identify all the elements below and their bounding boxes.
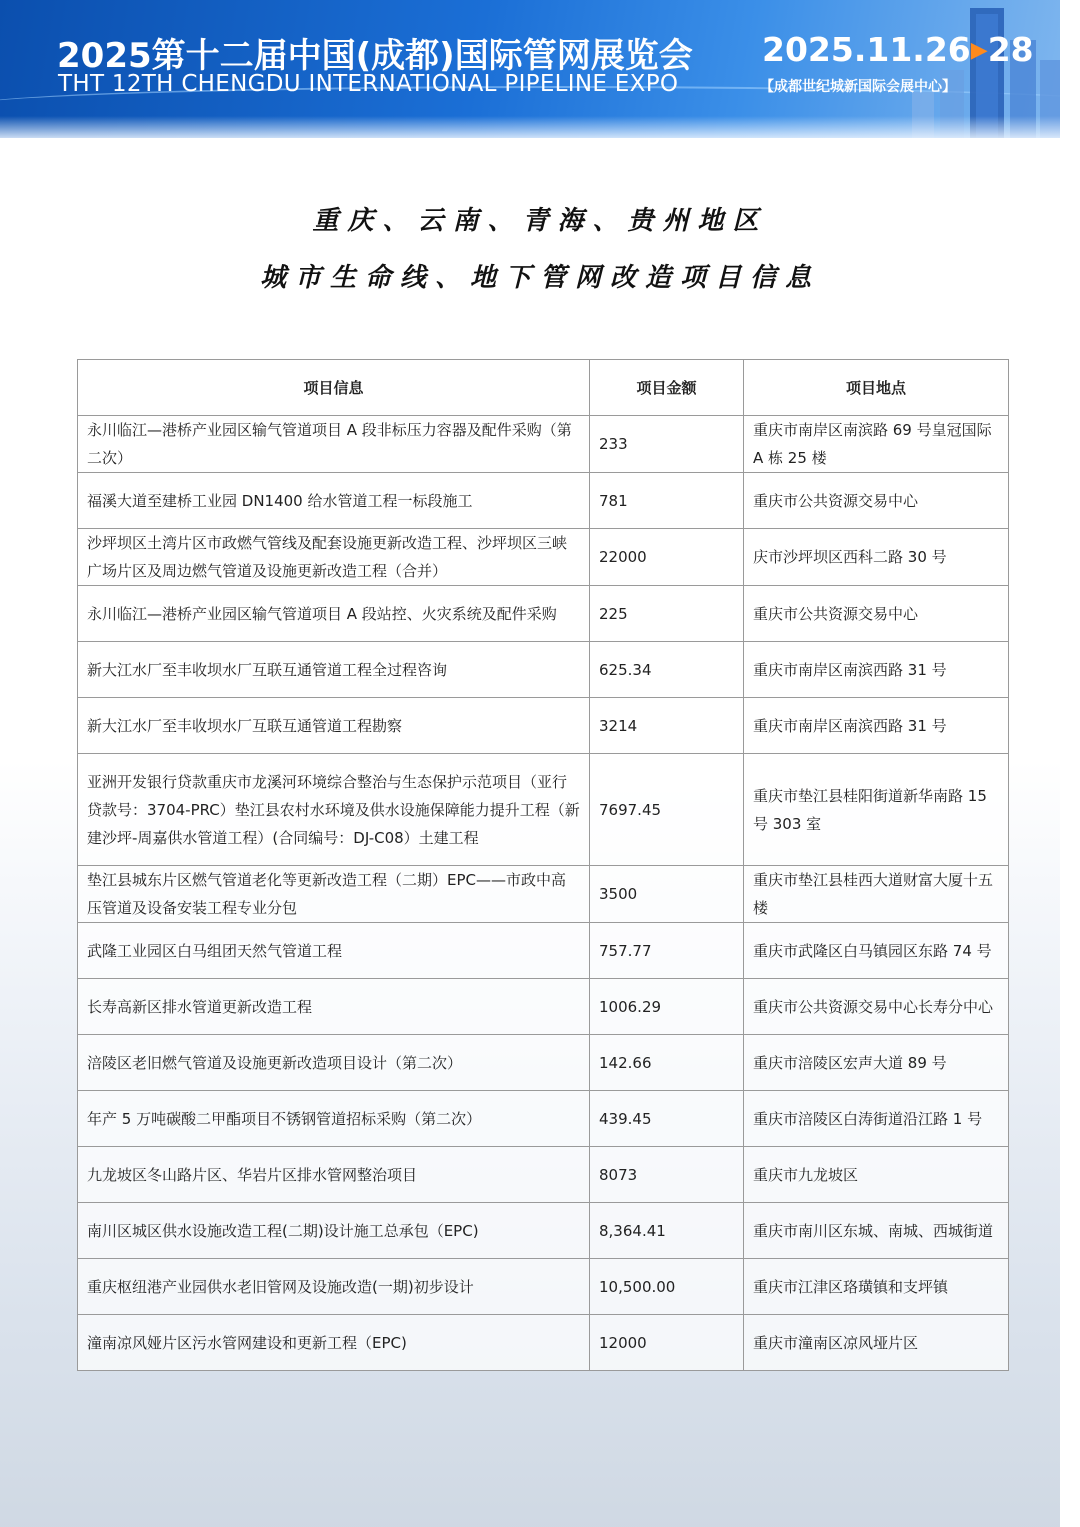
project-location: 重庆市垫江县桂阳街道新华南路 15 号 303 室 xyxy=(744,754,1009,866)
project-location: 重庆市公共资源交易中心 xyxy=(744,586,1009,642)
header-project-info: 项目信息 xyxy=(78,360,590,416)
project-info: 九龙坡区冬山路片区、华岩片区排水管网整治项目 xyxy=(78,1147,590,1203)
date-end: 28 xyxy=(987,30,1034,69)
project-location: 重庆市南岸区南滨路 69 号皇冠国际 A 栋 25 楼 xyxy=(744,416,1009,473)
project-info: 长寿高新区排水管道更新改造工程 xyxy=(78,979,590,1035)
project-info: 重庆枢纽港产业园供水老旧管网及设施改造(一期)初步设计 xyxy=(78,1259,590,1315)
project-location: 重庆市武隆区白马镇园区东路 74 号 xyxy=(744,923,1009,979)
project-info: 新大江水厂至丰收坝水厂互联互通管道工程勘察 xyxy=(78,698,590,754)
table-row xyxy=(78,642,1009,698)
project-amount: 12000 xyxy=(590,1315,744,1371)
expo-subtitle: THT 12TH CHENGDU INTERNATIONAL PIPELINE EXPO xyxy=(58,71,679,97)
table-row xyxy=(78,473,1009,529)
project-info: 永川临江—港桥产业园区输气管道项目 A 段非标压力容器及配件采购（第二次） xyxy=(78,416,590,473)
project-info: 涪陵区老旧燃气管道及设施更新改造项目设计（第二次） xyxy=(78,1035,590,1091)
project-info: 潼南凉风娅片区污水管网建设和更新工程（EPC) xyxy=(78,1315,590,1371)
table-row xyxy=(78,1091,1009,1147)
table-row xyxy=(78,979,1009,1035)
project-location: 重庆市涪陵区宏声大道 89 号 xyxy=(744,1035,1009,1091)
project-amount: 3500 xyxy=(590,866,744,923)
table-row xyxy=(78,1259,1009,1315)
table-row xyxy=(78,866,1009,923)
project-amount: 3214 xyxy=(590,698,744,754)
table-row xyxy=(78,1203,1009,1259)
project-info: 永川临江—港桥产业园区输气管道项目 A 段站控、火灾系统及配件采购 xyxy=(78,586,590,642)
project-location: 重庆市垫江县桂西大道财富大厦十五楼 xyxy=(744,866,1009,923)
project-info: 福溪大道至建桥工业园 DN1400 给水管道工程一标段施工 xyxy=(78,473,590,529)
project-info: 年产 5 万吨碳酸二甲酯项目不锈钢管道招标采购（第二次） xyxy=(78,1091,590,1147)
project-info: 武隆工业园区白马组团天然气管道工程 xyxy=(78,923,590,979)
table-row xyxy=(78,586,1009,642)
table-row xyxy=(78,1035,1009,1091)
document-title-line2: 城市生命线、地下管网改造项目信息 xyxy=(259,263,820,293)
project-amount: 142.66 xyxy=(590,1035,744,1091)
table-row xyxy=(78,416,1009,473)
project-location: 重庆市公共资源交易中心 xyxy=(744,473,1009,529)
project-location: 重庆市南岸区南滨西路 31 号 xyxy=(744,698,1009,754)
project-amount: 22000 xyxy=(590,529,744,586)
header-project-location: 项目地点 xyxy=(744,360,1009,416)
project-info: 亚洲开发银行贷款重庆市龙溪河环境综合整治与生态保护示范项目（亚行贷款号：3704-PRC）垫江县农村水环境及供水设施保障能力提升工程（新建沙坪-周嘉供水管道工程）(合同编号：DJ-C08）土建工程 xyxy=(78,754,590,866)
project-location: 重庆市南川区东城、南城、西城街道 xyxy=(744,1203,1009,1259)
project-amount: 7697.45 xyxy=(590,754,744,866)
table-row xyxy=(78,923,1009,979)
project-amount: 439.45 xyxy=(590,1091,744,1147)
project-amount: 225 xyxy=(590,586,744,642)
project-info: 垫江县城东片区燃气管道老化等更新改造工程（二期）EPC——市政中高压管道及设备安装工程专业分包 xyxy=(78,866,590,923)
project-location: 重庆市公共资源交易中心长寿分中心 xyxy=(744,979,1009,1035)
project-location: 重庆市涪陵区白涛街道沿江路 1 号 xyxy=(744,1091,1009,1147)
table-header-row xyxy=(78,360,1009,416)
project-info: 新大江水厂至丰收坝水厂互联互通管道工程全过程咨询 xyxy=(78,642,590,698)
project-info: 沙坪坝区土湾片区市政燃气管线及配套设施更新改造工程、沙坪坝区三峡广场片区及周边燃气管道及设施更新改造工程（合并） xyxy=(78,529,590,586)
project-location: 庆市沙坪坝区西科二路 30 号 xyxy=(744,529,1009,586)
project-amount: 8073 xyxy=(590,1147,744,1203)
project-amount: 757.77 xyxy=(590,923,744,979)
project-amount: 10,500.00 xyxy=(590,1259,744,1315)
table-row xyxy=(78,754,1009,866)
project-info: 南川区城区供水设施改造工程(二期)设计施工总承包（EPC) xyxy=(78,1203,590,1259)
project-amount: 781 xyxy=(590,473,744,529)
project-amount: 1006.29 xyxy=(590,979,744,1035)
table-row xyxy=(78,1147,1009,1203)
project-amount: 625.34 xyxy=(590,642,744,698)
header-project-amount: 项目金额 xyxy=(590,360,744,416)
project-location: 重庆市九龙坡区 xyxy=(744,1147,1009,1203)
expo-title: 2025第十二届中国(成都)国际管网展览会 xyxy=(57,36,693,76)
project-location: 重庆市江津区珞璜镇和支坪镇 xyxy=(744,1259,1009,1315)
project-location: 重庆市潼南区凉风垭片区 xyxy=(744,1315,1009,1371)
table-row xyxy=(78,1315,1009,1371)
arrow-right-icon: ▶ xyxy=(970,38,988,63)
table-row xyxy=(78,698,1009,754)
expo-venue: 【成都世纪城新国际会展中心】 xyxy=(760,79,956,95)
expo-banner xyxy=(0,0,1060,138)
expo-date xyxy=(762,30,1034,69)
project-amount: 8,364.41 xyxy=(590,1203,744,1259)
project-table xyxy=(77,359,1009,1371)
date-start: 2025.11.26 xyxy=(762,30,971,69)
document-title-line1: 重庆、云南、青海、贵州地区 xyxy=(312,206,768,236)
project-amount: 233 xyxy=(590,416,744,473)
project-location: 重庆市南岸区南滨西路 31 号 xyxy=(744,642,1009,698)
banner-bottom-stripe xyxy=(0,116,1060,138)
table-row xyxy=(78,529,1009,586)
